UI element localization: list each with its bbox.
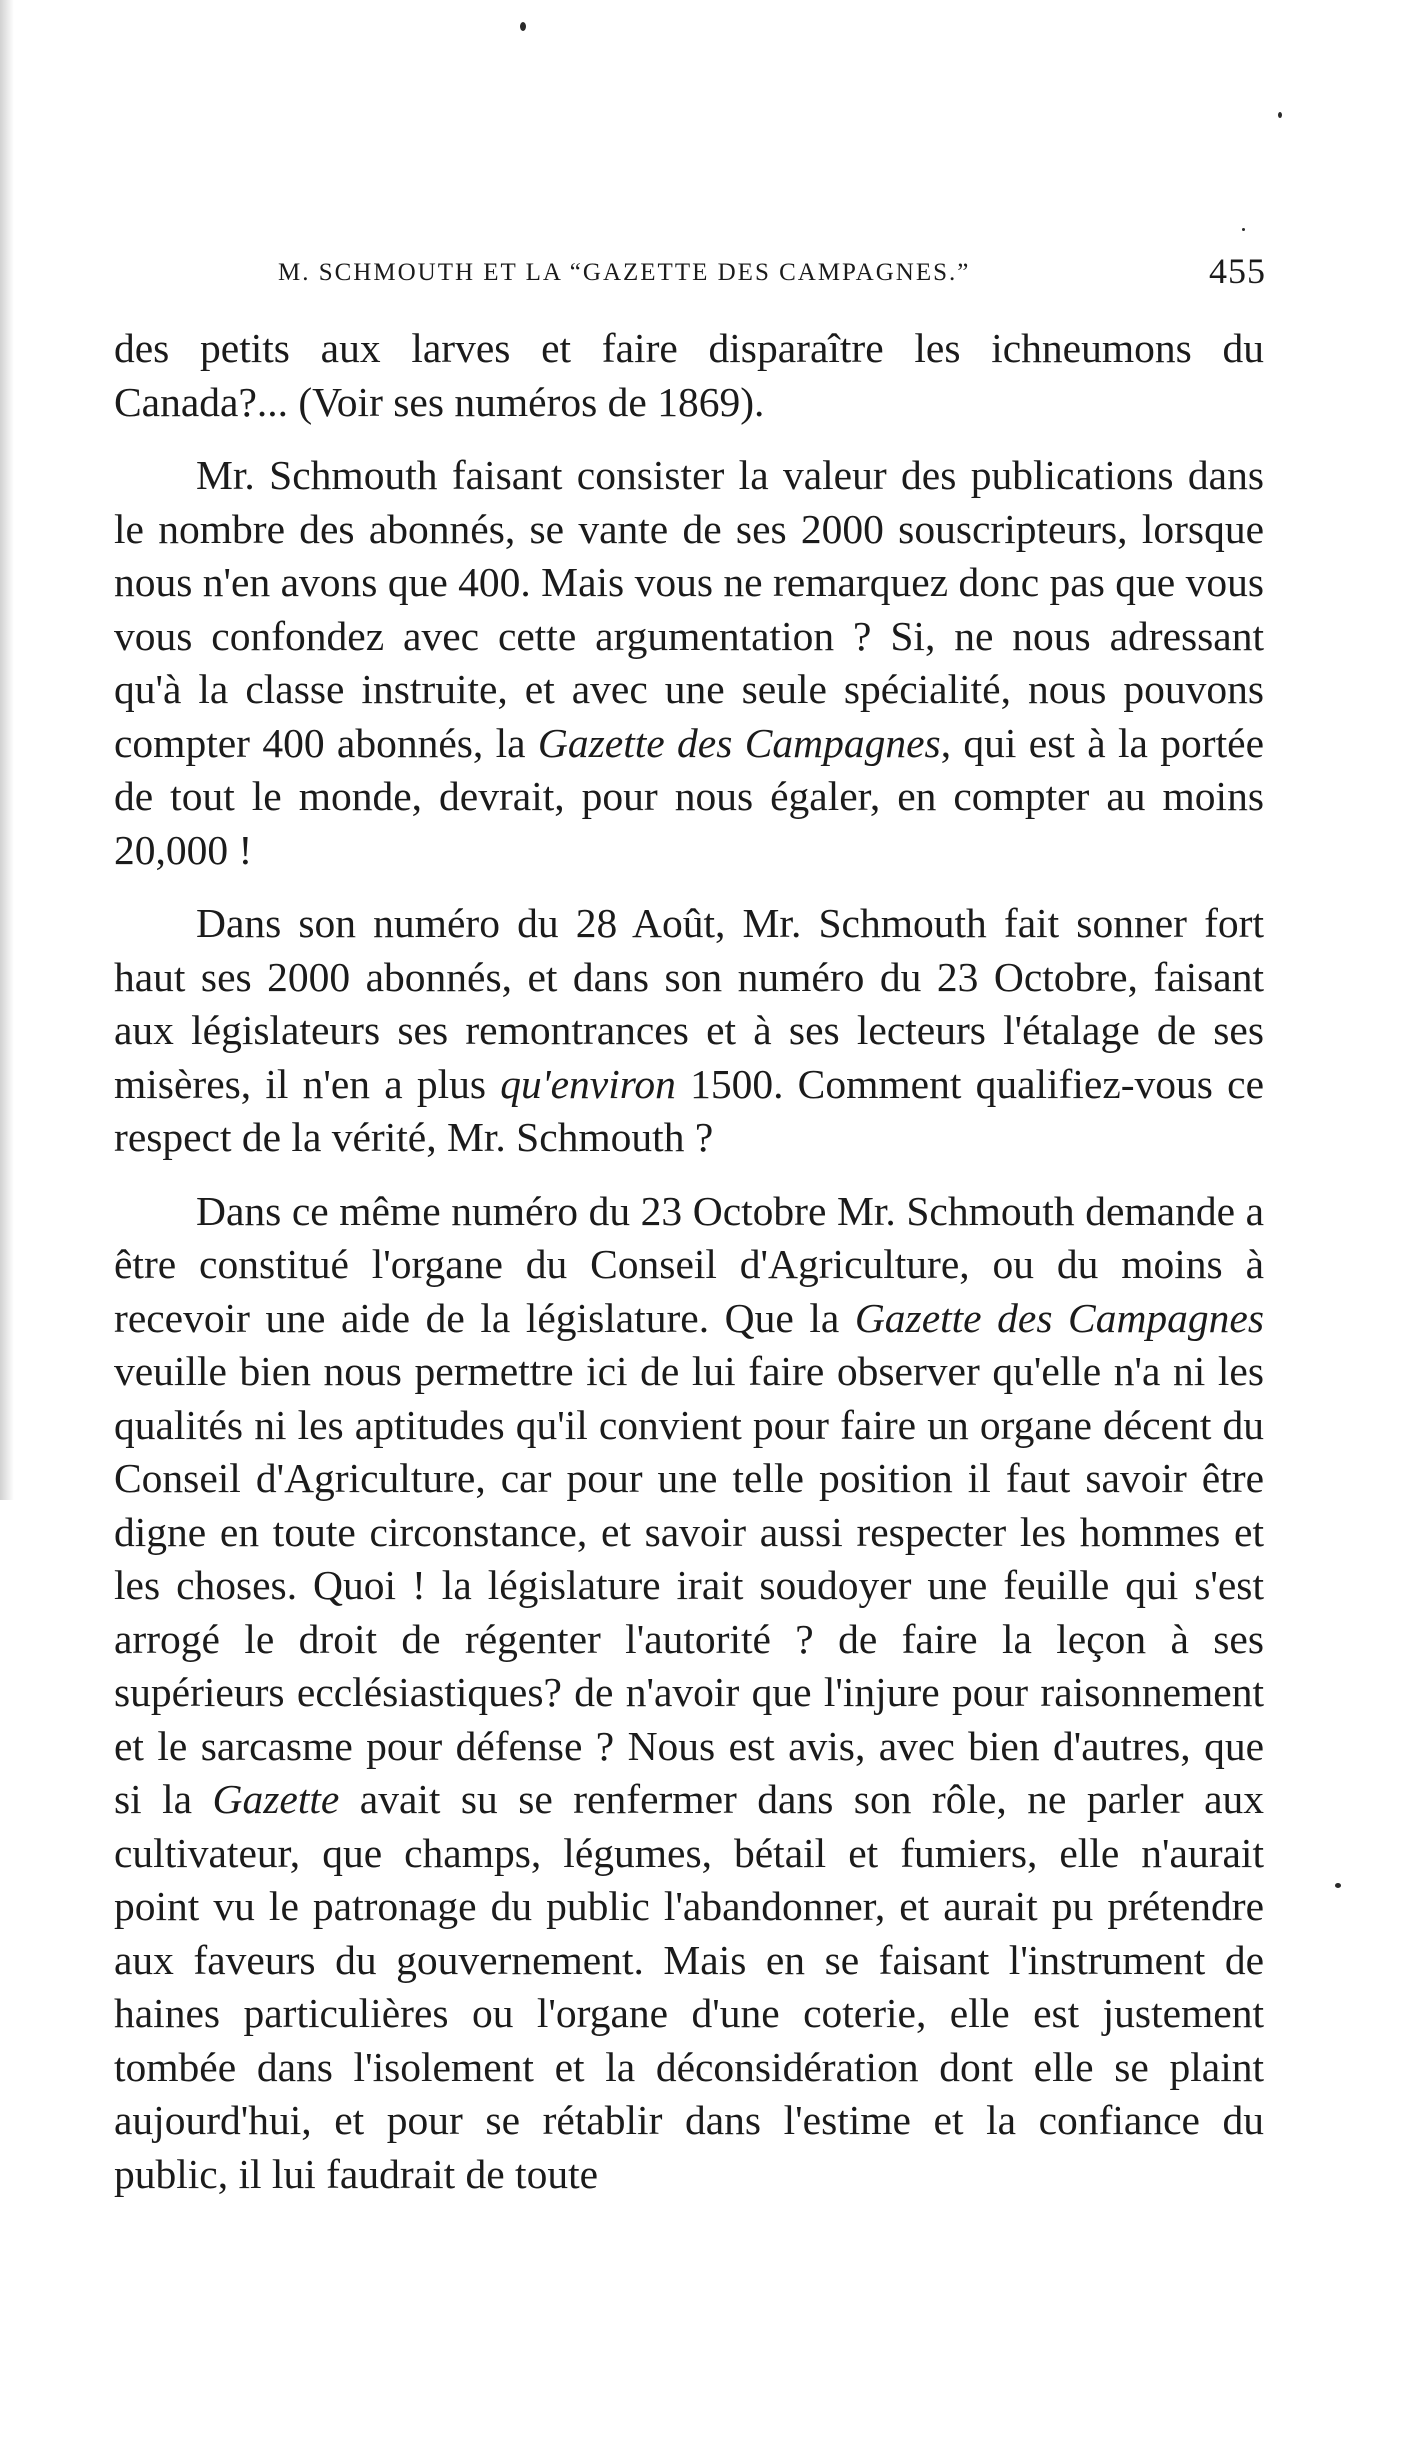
italic-title: qu'environ [500,1060,676,1107]
scan-speck [520,22,526,31]
italic-title: Gazette des Campagnes [854,1294,1264,1341]
paragraph [114,897,1264,1165]
body-text [114,322,1264,2201]
paragraph [114,1185,1264,2202]
paragraph-text: Mr. Schmouth faisant consister la valeur des publications dans le nombre des abonnés, se vante de ses 2000 souscripteurs, lorsque nous n'en avons que 400. Mais vous ne remarquez donc pas que vous vous confondez avec cette argumentation ? Si, ne nous adressant qu'à la classe instruite, et avec une seule spécialité, nous pouvons compter 400 abonnés, la [114,452,1264,766]
paragraph-text: des petits aux larves et faire disparaître les ichneumons du Canada?... (Voir ses numéros de 1869). [114,325,1264,425]
running-head: M. SCHMOUTH ET LA “GAZETTE DES CAMPAGNES.” [278,259,971,286]
page-number: 455 [1209,251,1266,291]
paragraph-text: , qui est à la portée de tout le monde, devrait, pour nous égaler, en compter au moins 20,000 ! [114,719,1264,873]
scan-speck [1335,1883,1341,1888]
italic-title: Gazette des Campagnes [537,719,941,766]
scan-speck [1278,112,1282,118]
italic-title: Gazette [212,1776,340,1822]
paragraph [114,449,1264,877]
paragraph-text: veuille bien nous permettre ici de lui faire observer qu'elle n'a ni les qualités ni les aptitudes qu'il convient pour faire un organe décent du Conseil d'Agriculture, car pour une telle position il faut savoir être digne en toute circonstance, et savoir aussi respecter les hommes et les choses. Quoi ! la législature irait soudoyer une feuille qui s'est arrogé le droit de régenter l'autorité ? de faire la leçon à ses supérieurs ecclésiastiques? de n'avoir que l'injure pour raisonnement et le sarcasme pour défense ? Nous est avis, avec bien d'autres, que si la [114,1348,1264,1822]
paragraph-text: 1500. Comment qualifiez-vous ce respect de la vérité, Mr. Schmouth ? [114,1060,1265,1160]
paragraph-text: Dans ce même numéro du 23 Octobre Mr. Schmouth demande a être constitué l'organe du Conseil d'Agriculture, ou du moins à recevoir une aide de la législature. Que la [114,1187,1264,1341]
page-header [270,248,1266,298]
paragraph-text: Dans son numéro du 28 Août, Mr. Schmouth fait sonner fort haut ses 2000 abonnés, et dans son numéro du 23 Octobre, faisant aux législateurs ses remontrances et à ses lecteurs l'étalage de ses misères, il n'en a plus [114,900,1264,1107]
paragraph-text: avait su se renfermer dans son rôle, ne parler aux cultivateur, que champs, légumes, bétail et fumiers, elle n'aurait point vu le patronage du public l'abandonner, et aurait pu prétendre aux faveurs du gouvernement. Mais en se faisant l'instrument de haines particulières ou l'organe d'une coterie, elle est justement tombée dans l'isolement et la déconsidération dont elle se plaint aujourd'hui, et pour se rétablir dans l'estime et la confiance du public, il lui faudrait de toute [114,1776,1264,2197]
paragraph [114,322,1264,429]
scan-edge-shadow [0,0,14,1500]
scan-speck [1242,228,1245,231]
